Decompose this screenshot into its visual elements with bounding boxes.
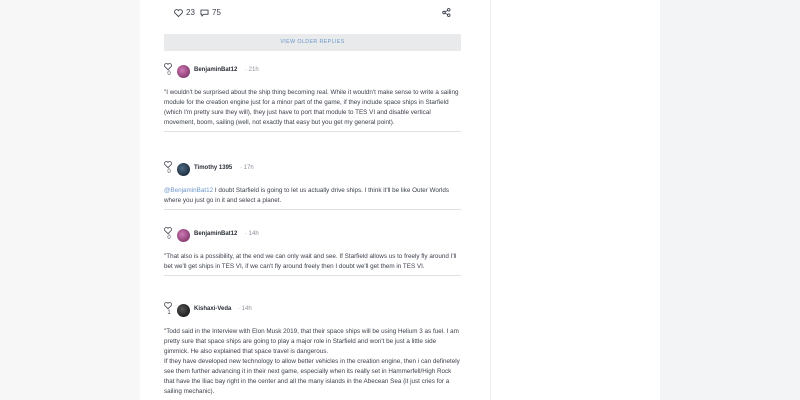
divider bbox=[164, 275, 461, 276]
comment-author[interactable]: BenjaminBat12 bbox=[194, 231, 238, 237]
divider bbox=[164, 131, 461, 132]
comment-like-button[interactable] bbox=[164, 62, 174, 78]
avatar[interactable] bbox=[177, 229, 190, 242]
post-comment-button[interactable] bbox=[200, 8, 221, 17]
comment-time: · 17h bbox=[240, 165, 254, 171]
comment-time: · 14h bbox=[245, 231, 259, 237]
comment-like-count: 0 bbox=[167, 235, 171, 241]
comment-text-continued: If they have developed new technology to allow better vehicles in the creation engine, then i can definetely see them further advancing it in their next game, especially when its really set in Hammerfell/High Rock that have the Iliac bay right in the center and all the many islands in the Abecean Sea (it just cries for a sailing mechanic). bbox=[164, 358, 460, 395]
avatar[interactable] bbox=[177, 304, 190, 317]
comment-item bbox=[164, 62, 461, 132]
post-like-count: 23 bbox=[186, 8, 195, 17]
comment-item bbox=[164, 160, 461, 210]
heart-icon bbox=[164, 226, 172, 235]
right-background bbox=[660, 0, 800, 400]
comment-item bbox=[164, 301, 461, 397]
heart-icon bbox=[164, 62, 172, 71]
comment-like-button[interactable] bbox=[164, 226, 174, 242]
user-mention-link[interactable]: @BenjaminBat12 bbox=[164, 187, 214, 194]
comment-text: "That also is a possibility, at the end we can only wait and see. If Starfield allows us to freely fly around I'll bet we'll get ships in TES VI, if we can't fly around freely then I doubt we'll get them in TES VI. bbox=[164, 253, 457, 270]
heart-icon bbox=[164, 301, 172, 310]
comment-like-count: 0 bbox=[167, 169, 171, 175]
comment-time: · 14h bbox=[238, 306, 252, 312]
heart-icon bbox=[174, 9, 183, 17]
comment-author[interactable]: BenjaminBat12 bbox=[194, 67, 238, 73]
comment-bubble-icon bbox=[200, 9, 209, 17]
post-action-bar bbox=[164, 8, 461, 24]
post-like-button[interactable] bbox=[174, 8, 195, 17]
view-older-replies-button[interactable]: VIEW OLDER REPLIES bbox=[164, 34, 461, 51]
comment-text: "I wouldn't be surprised about the ship thing becoming real. While it wouldn't make sense to write a sailing module for the creation engine just for a minor part of the game, if they include space ships in Starfield (which I'm pretty sure they will), they just have to port that module to TES VI and disable vertical movement, boom, sailing (well, not exactly that easy but you get my general point). bbox=[164, 89, 459, 126]
comment-like-count: 0 bbox=[167, 71, 171, 77]
avatar[interactable] bbox=[177, 65, 190, 78]
comment-like-button[interactable] bbox=[164, 301, 174, 317]
comment-text: @BenjaminBat12 I doubt Starfield is going to let us actually drive ships. I think it'll be like Outer Worlds where you just go in it and select a planet. bbox=[164, 187, 450, 204]
comment-like-count: 1 bbox=[167, 310, 171, 316]
comments-panel bbox=[140, 0, 490, 400]
divider bbox=[164, 209, 461, 210]
comment-like-button[interactable] bbox=[164, 160, 174, 176]
comment-author[interactable]: Kishaxi-Veda bbox=[194, 306, 232, 312]
comment-item bbox=[164, 226, 461, 276]
comment-author[interactable]: Timothy 1395 bbox=[194, 165, 233, 171]
avatar[interactable] bbox=[177, 163, 190, 176]
right-sidebar bbox=[490, 0, 661, 400]
share-icon bbox=[442, 8, 451, 17]
post-comment-count: 75 bbox=[212, 8, 221, 17]
comment-time: · 21h bbox=[245, 67, 259, 73]
share-button[interactable] bbox=[442, 8, 451, 17]
left-gutter bbox=[0, 0, 140, 400]
comment-text: "Todd said in the Interview with Elon Musk 2019, that their space ships will be using Helium 3 as fuel. I am pretty sure that space ships are going to play a major role in Starfield and won't be just a little side gimmick. He also explained that space travel is dangerous. bbox=[164, 328, 459, 355]
heart-icon bbox=[164, 160, 172, 169]
